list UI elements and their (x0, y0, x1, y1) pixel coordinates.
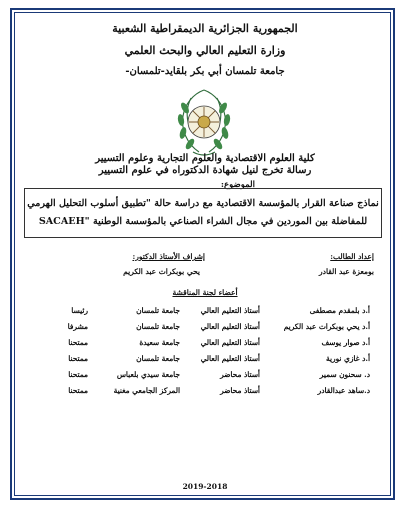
member-institution: جامعة تلمسان (136, 322, 180, 331)
committee-row (0, 370, 410, 384)
thesis-type: رسالة تخرج لنيل شهادة الدكتوراه في علوم التسيير (98, 165, 312, 176)
member-name: د.ساهد عبدالقادر (317, 386, 370, 395)
committee-row (0, 354, 410, 368)
member-role: ممتحنا (68, 386, 88, 395)
student-name: بومعزة عبد القادر (319, 267, 374, 276)
member-role: رئيسا (71, 306, 88, 315)
committee-row (0, 306, 410, 320)
thesis-title-box (24, 188, 382, 238)
subject-label: الموضوع: (220, 180, 255, 190)
member-role: ممتحنا (68, 338, 88, 347)
supervisor-label: إشراف الأستاذ الدكتور: (132, 252, 205, 261)
committee-row (0, 338, 410, 352)
member-rank: أستاذ التعليم العالي (200, 338, 260, 347)
supervisor-name: يحي بوبكرات عبد الكريم (123, 267, 200, 276)
member-rank: أستاذ التعليم العالي (200, 322, 260, 331)
university-emblem-icon (163, 86, 245, 162)
ministry-heading: وزارة التعليم العالي والبحث العلمي (124, 44, 286, 57)
member-rank: أستاذ محاضر (220, 386, 260, 395)
member-institution: جامعة سعيدة (139, 338, 180, 347)
faculty-name: كلية العلوم الاقتصادية والعلوم التجارية وعلوم التسيير (95, 153, 315, 164)
committee-row (0, 386, 410, 400)
member-rank: أستاذ التعليم العالي (200, 306, 260, 315)
thesis-title-line-1: نماذج صناعة القرار بالمؤسسة الاقتصادية مع دراسة حالة "تطبيق أسلوب التحليل الهرمي (27, 198, 379, 209)
member-name: أ.د صوار يوسف (321, 338, 370, 347)
member-institution: جامعة سيدي بلعباس (116, 370, 180, 379)
academic-year: 2019-2018 (182, 482, 228, 491)
member-role: مشرفا (67, 322, 88, 331)
republic-heading: الجمهورية الجزائرية الديمقراطية الشعبية (112, 22, 298, 35)
member-institution: جامعة تلمسان (136, 354, 180, 363)
member-institution: جامعة تلمسان (136, 306, 180, 315)
member-rank: أستاذ التعليم العالي (200, 354, 260, 363)
student-label: إعداد الطالب: (330, 252, 374, 261)
member-name: أ.د يحي بوبكرات عبد الكريم (283, 322, 370, 331)
university-heading: جامعة تلمسان أبي بكر بلقايد-تلمسان- (125, 66, 285, 77)
member-role: ممتحنا (68, 370, 88, 379)
member-name: أ.د بلمقدم مصطفى (309, 306, 370, 315)
committee-title: أعضاء لجنة المناقشة (172, 288, 238, 297)
member-rank: أستاذ محاضر (220, 370, 260, 379)
member-institution: المركز الجامعي مغنية (113, 386, 180, 395)
member-name: أ.د غازي نورية (326, 354, 370, 363)
thesis-title-line-2: للمفاضلة بين الموردين في مجال الشراء الصناعي بالمؤسسة الوطنية "SACAEH (38, 216, 368, 227)
member-name: د. سحنون سمير (319, 370, 370, 379)
committee-row (0, 322, 410, 336)
member-role: ممتحنا (68, 354, 88, 363)
